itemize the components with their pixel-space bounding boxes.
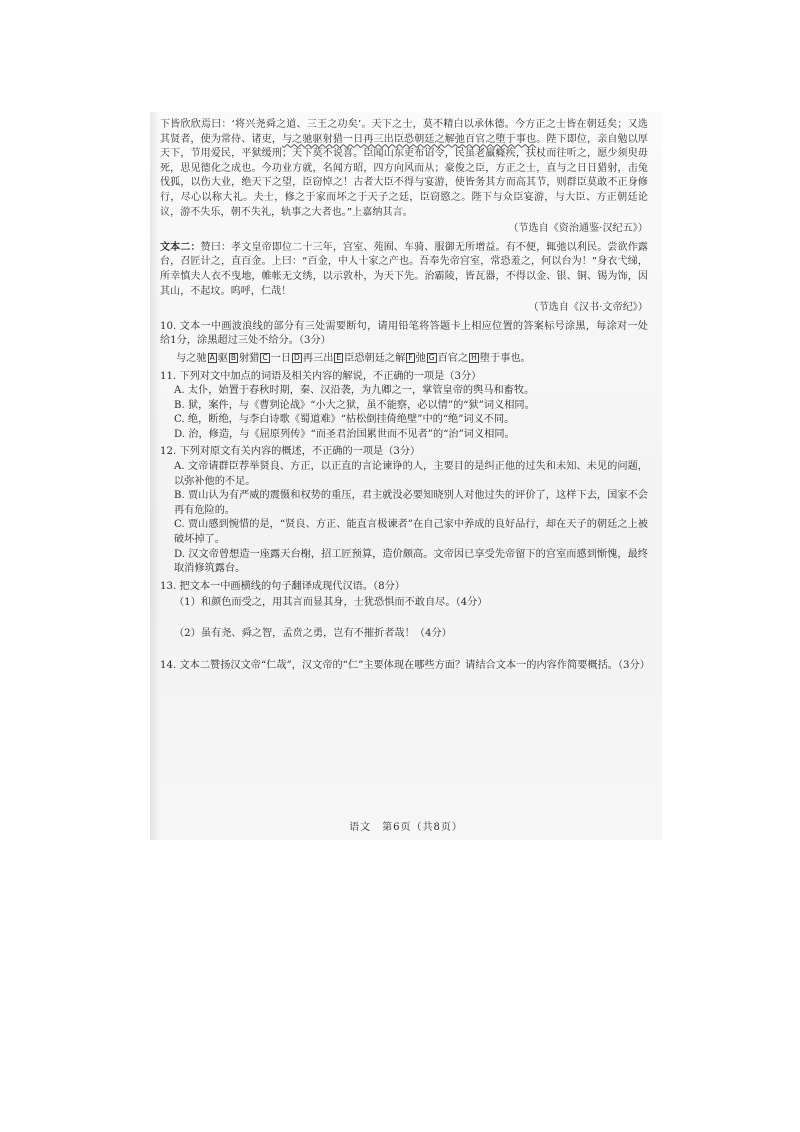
- q10-break-options: [176, 352, 648, 367]
- q10-seg: 一日: [270, 352, 292, 364]
- q10-mark-e[interactable]: E: [336, 352, 342, 362]
- q10-mark-g[interactable]: G: [428, 352, 435, 362]
- q10-seg: 臣恐朝廷之解: [344, 352, 406, 364]
- text1-part2: 。陛下即位，亲自勉以厚天下，节用爱民，平狱缓刑；天下莫不说喜。臣闻山东吏布诏令，民虽老羸癃疾，扶杖而往听之，愿少须臾毋死，思见德化之成也。今功业方就，名闻方昭，四方向风而从；豪俊之臣，方正之士，直与之日日猎射，击兔伐狐，以伤大业，绝天下之望，臣窃悼之！古者大臣不得与宴游，使皆务其方而高其节，则群臣莫敢不正身修行，尽心以称大礼。夫士，修之于家而坏之于天子之廷，臣窃愍之。陛下与众臣宴游，与大臣、方正朝廷论议，游不失乐，朝不失礼，轨事之大者也。”上嘉纳其言。: [160, 133, 648, 218]
- text1-part1: 下皆欣欣焉曰：‘将兴尧舜之道、三王之功矣’。天下之士，莫不精白以承休德。今方正之士皆在朝廷矣；又选其贤者，使为常侍、诸吏，: [160, 119, 648, 145]
- q12-option-d[interactable]: D. 汉文帝曾想造一座露天台榭，招工匠预算，造价颇高。文帝因已享受先帝留下的宫室而感到惭愧，最终取消修筑露台。: [174, 548, 648, 575]
- q10-seg: 百官之: [437, 352, 469, 364]
- text2-source: （节选自《汉书·文帝纪》）: [528, 302, 648, 314]
- q10-seg: 再三出: [302, 352, 334, 364]
- q10-mark-h[interactable]: H: [471, 352, 477, 362]
- question-10: 10. 文本一中画波浪线的部分有三处需要断句，请用铅笔将答题卡上相应位置的答案标号涂黑，每涂对一处给1分，涂黑超过三处不给分。（3分）: [160, 320, 648, 347]
- q13-item-2: （2）虽有尧、舜之智，孟贲之勇，岂有不摧折者哉！（4分）: [174, 628, 452, 639]
- question-14: 14. 文本二赞扬汉文帝“仁哉”，汉文帝的“仁”主要体现在哪些方面？请结合文本一的内容作简要概括。（3分）: [160, 659, 650, 671]
- q10-seg: 与之驰: [176, 352, 207, 364]
- q11-option-d[interactable]: D. 治，修造，与《屈原列传》“而圣君治国累世而不见者”的“治”词义相同。: [174, 428, 515, 440]
- q11-option-a[interactable]: A. 太仆，始置于春秋时期，秦、汉沿袭，为九卿之一，掌管皇帝的舆马和畜牧。: [174, 385, 535, 397]
- q11-option-c[interactable]: C. 绝，断绝，与李白诗歌《蜀道难》“枯松倒挂倚绝壁”中的“绝”词义不同。: [174, 414, 515, 426]
- page-footer: 语文 第6页（共8页）: [349, 822, 463, 833]
- text2-paragraph: [160, 241, 648, 299]
- q14-answer-space[interactable]: [160, 673, 648, 687]
- q12-option-b[interactable]: B. 贾山认为有严威的震慑和权势的重压，君主就没必要知晓别人对他过失的评价了，这样下去，国家不会再有危险的。: [174, 490, 648, 516]
- q12-option-a[interactable]: A. 文帝请群臣荐举贤良、方正，以正直的言论谏诤的人，主要目的是纠正他的过失和未知、未见的问题，以弥补他的不足。: [174, 461, 648, 487]
- question-12: 12. 下列对原文有关内容的概述，不正确的一项是（3分）: [160, 446, 421, 458]
- q10-seg: 射猎: [239, 352, 260, 364]
- text2-body: 赞曰：孝文皇帝即位二十三年，宫室、苑囿、车骑、服御无所增益。有不便，辄弛以利民。尝欲作露台，召匠计之，直百金。上曰：“百金，中人十家之产也。吾奉先帝宫室，常恐羞之，何以台为！”身衣弋绨，所幸慎夫人衣不曳地，帷帐无文绣，以示敦朴，为天下先。治霸陵，皆瓦器，不得以金、银、铜、锡为饰，因其山，不起坟。呜呼，仁哉！: [160, 241, 648, 297]
- q12-option-c[interactable]: C. 贾山感到惋惜的是，“贤良、方正、能直言极谏者”在自己家中养成的良好品行，却在天子的朝廷之上被破坏掉了。: [174, 519, 648, 546]
- q10-mark-d[interactable]: D: [294, 352, 300, 362]
- q10-mark-a[interactable]: A: [209, 352, 215, 362]
- page-content: [160, 118, 648, 687]
- q10-seg: 驱: [217, 352, 228, 364]
- q13-answer-space-2[interactable]: [160, 642, 648, 656]
- q10-seg: 弛: [415, 352, 426, 364]
- question-11: 11. 下列对文中加点的词语及相关内容的解说，不正确的一项是（3分）: [160, 370, 482, 382]
- q13-answer-space-1[interactable]: [160, 611, 648, 625]
- text1-wavy-sentence: 与之驰驱射猎一日再三出臣恐朝廷之解弛百官之堕于事也: [282, 133, 537, 145]
- scan-shadow: [150, 112, 160, 840]
- q13-item-1: （1）和颜色而受之，用其言而显其身，士犹恐惧而不敢自尽。（4分）: [174, 597, 488, 609]
- q10-mark-f[interactable]: F: [408, 352, 413, 362]
- text1-source: （节选自《资治通鉴·汉纪五》）: [508, 223, 648, 235]
- q10-mark-c[interactable]: C: [262, 352, 268, 362]
- q11-option-b[interactable]: B. 狱，案件，与《曹刿论战》“小大之狱，虽不能察，必以情”的“狱”词义相同。: [174, 399, 535, 411]
- text1-paragraph: [160, 118, 648, 220]
- question-13: 13. 把文本一中画横线的句子翻译成现代汉语。（8分）: [160, 580, 405, 592]
- text2-label: 文本二：: [160, 241, 201, 253]
- q10-mark-b[interactable]: B: [230, 352, 237, 362]
- q10-seg: 堕于事也。: [479, 352, 531, 364]
